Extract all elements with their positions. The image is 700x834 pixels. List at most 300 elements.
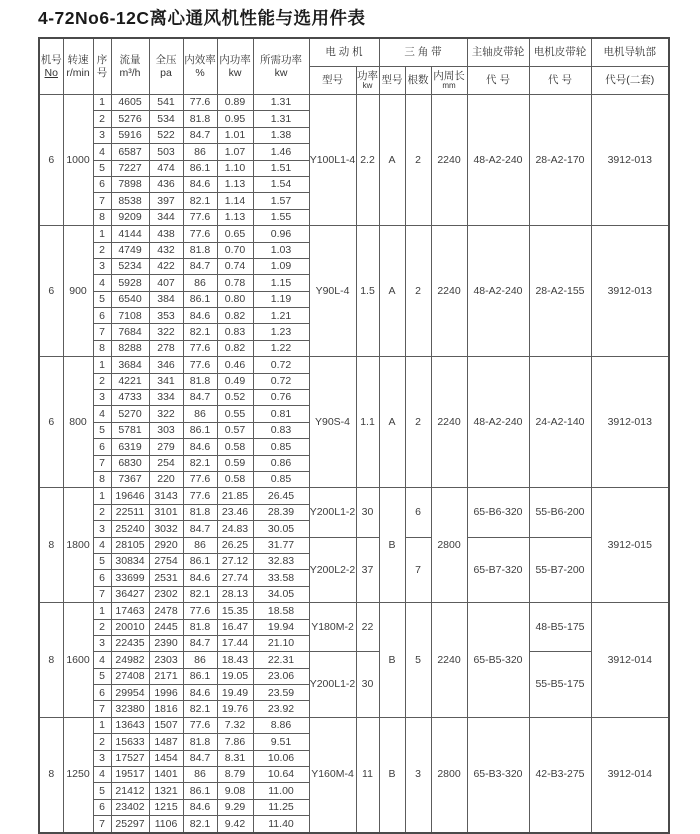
cell-efficiency: 86 (183, 275, 217, 291)
cell-required-power: 0.85 (253, 439, 309, 455)
cell-pressure: 2445 (149, 619, 183, 635)
cell-rail: 3912-013 (591, 226, 669, 357)
cell-efficiency: 86 (183, 406, 217, 422)
cell-pressure: 3143 (149, 488, 183, 504)
cell-efficiency: 82.1 (183, 701, 217, 717)
cell-required-power: 0.72 (253, 373, 309, 389)
cell-efficiency: 86 (183, 767, 217, 783)
cell-power: 1.13 (217, 209, 253, 225)
cell-belt-length: 2240 (431, 357, 467, 488)
cell-pressure: 384 (149, 291, 183, 307)
table-row (39, 357, 669, 373)
cell-pressure: 2171 (149, 668, 183, 684)
cell-power: 0.78 (217, 275, 253, 291)
cell-efficiency: 82.1 (183, 324, 217, 340)
col-belt-length-unit: mm (442, 81, 456, 91)
cell-flow: 8288 (111, 340, 149, 356)
col-machine-no-label: 机号 (40, 53, 62, 66)
cell-required-power: 1.51 (253, 160, 309, 176)
cell-belt-length: 2800 (431, 717, 467, 832)
cell-power: 0.46 (217, 357, 253, 373)
col-seq (93, 38, 111, 95)
cell-motor-pulley: 42-B3-275 (529, 717, 591, 832)
cell-rail: 3912-014 (591, 603, 669, 718)
cell-power: 0.55 (217, 406, 253, 422)
cell-seq: 6 (93, 570, 111, 586)
cell-pressure: 220 (149, 471, 183, 487)
cell-efficiency: 77.6 (183, 357, 217, 373)
cell-power: 19.76 (217, 701, 253, 717)
cell-main-pulley: 48-A2-240 (467, 226, 529, 357)
cell-pressure: 1215 (149, 799, 183, 815)
col-efficiency-label: 内效率 (184, 53, 216, 66)
cell-flow: 25240 (111, 521, 149, 537)
cell-pressure: 2531 (149, 570, 183, 586)
col-main-pulley-code: 代 号 (467, 67, 529, 95)
cell-main-pulley: 48-A2-240 (467, 95, 529, 226)
cell-motor-model: Y100L1-4 (309, 95, 356, 226)
cell-seq: 6 (93, 799, 111, 815)
cell-pressure: 407 (149, 275, 183, 291)
cell-power: 7.32 (217, 717, 253, 733)
cell-machine-no: 6 (39, 357, 63, 488)
cell-motor-power: 22 (356, 603, 379, 652)
cell-seq: 5 (93, 422, 111, 438)
cell-power: 9.42 (217, 816, 253, 833)
cell-required-power: 1.15 (253, 275, 309, 291)
col-rail-code: 代号(二套) (591, 67, 669, 95)
cell-speed: 800 (63, 357, 93, 488)
cell-belt-model: A (379, 226, 405, 357)
cell-power: 0.89 (217, 95, 253, 111)
cell-belt-count: 2 (405, 357, 431, 488)
cell-power: 9.29 (217, 799, 253, 815)
cell-efficiency: 84.6 (183, 439, 217, 455)
cell-motor-model: Y90S-4 (309, 357, 356, 488)
cell-required-power: 0.96 (253, 226, 309, 242)
cell-pressure: 322 (149, 324, 183, 340)
cell-required-power: 1.57 (253, 193, 309, 209)
cell-seq: 1 (93, 717, 111, 733)
cell-power: 7.86 (217, 734, 253, 750)
cell-required-power: 26.45 (253, 488, 309, 504)
cell-pressure: 353 (149, 308, 183, 324)
cell-pressure: 1816 (149, 701, 183, 717)
cell-rail: 3912-013 (591, 357, 669, 488)
cell-required-power: 1.19 (253, 291, 309, 307)
cell-motor-model: Y160M-4 (309, 717, 356, 832)
cell-motor-pulley: 55-B5-175 (529, 652, 591, 718)
cell-seq: 7 (93, 324, 111, 340)
cell-seq: 5 (93, 668, 111, 684)
cell-belt-model: A (379, 357, 405, 488)
cell-power: 0.57 (217, 422, 253, 438)
cell-pressure: 397 (149, 193, 183, 209)
cell-required-power: 0.86 (253, 455, 309, 471)
header-row-1 (39, 38, 669, 67)
cell-required-power: 34.05 (253, 586, 309, 602)
cell-seq: 6 (93, 685, 111, 701)
cell-flow: 6587 (111, 144, 149, 160)
cell-required-power: 33.58 (253, 570, 309, 586)
cell-efficiency: 77.6 (183, 717, 217, 733)
cell-efficiency: 84.7 (183, 390, 217, 406)
cell-power: 27.74 (217, 570, 253, 586)
cell-pressure: 2302 (149, 586, 183, 602)
cell-pressure: 1507 (149, 717, 183, 733)
cell-power: 0.74 (217, 258, 253, 274)
cell-flow: 5276 (111, 111, 149, 127)
cell-seq: 6 (93, 439, 111, 455)
cell-flow: 28105 (111, 537, 149, 553)
cell-pressure: 341 (149, 373, 183, 389)
cell-efficiency: 86.1 (183, 553, 217, 569)
cell-power: 27.12 (217, 553, 253, 569)
cell-speed: 1250 (63, 717, 93, 832)
cell-required-power: 11.25 (253, 799, 309, 815)
cell-power: 19.05 (217, 668, 253, 684)
table-body (39, 95, 669, 833)
cell-pressure: 1401 (149, 767, 183, 783)
cell-required-power: 1.09 (253, 258, 309, 274)
cell-efficiency: 84.6 (183, 799, 217, 815)
cell-machine-no: 6 (39, 95, 63, 226)
cell-speed: 1800 (63, 488, 93, 603)
col-efficiency (183, 38, 217, 95)
cell-required-power: 18.58 (253, 603, 309, 619)
cell-seq: 6 (93, 176, 111, 192)
cell-flow: 7684 (111, 324, 149, 340)
cell-flow: 29954 (111, 685, 149, 701)
col-seq-label-1: 序 (96, 53, 108, 66)
col-motor-pulley: 电机皮带轮 (529, 38, 591, 67)
cell-flow: 7898 (111, 176, 149, 192)
cell-flow: 36427 (111, 586, 149, 602)
cell-required-power: 0.85 (253, 471, 309, 487)
table-row (39, 95, 669, 111)
cell-efficiency: 81.8 (183, 373, 217, 389)
cell-required-power: 0.81 (253, 406, 309, 422)
cell-belt-length: 2240 (431, 603, 467, 718)
cell-flow: 33699 (111, 570, 149, 586)
cell-motor-pulley: 48-B5-175 (529, 603, 591, 652)
cell-flow: 22435 (111, 635, 149, 651)
cell-flow: 5928 (111, 275, 149, 291)
cell-seq: 7 (93, 455, 111, 471)
cell-efficiency: 86.1 (183, 291, 217, 307)
cell-pressure: 2303 (149, 652, 183, 668)
cell-power: 1.01 (217, 127, 253, 143)
cell-seq: 1 (93, 95, 111, 111)
cell-flow: 19517 (111, 767, 149, 783)
cell-seq: 4 (93, 537, 111, 553)
cell-motor-pulley: 55-B6-200 (529, 488, 591, 537)
cell-pressure: 303 (149, 422, 183, 438)
cell-required-power: 31.77 (253, 537, 309, 553)
cell-efficiency: 86.1 (183, 783, 217, 799)
col-required-power (253, 38, 309, 95)
cell-required-power: 1.31 (253, 111, 309, 127)
col-pressure-label: 全压 (155, 53, 177, 66)
cell-power: 1.07 (217, 144, 253, 160)
cell-required-power: 1.22 (253, 340, 309, 356)
cell-motor-model: Y200L1-2 (309, 652, 356, 718)
col-speed-label: 转速 (67, 53, 89, 66)
cell-power: 0.52 (217, 390, 253, 406)
cell-seq: 4 (93, 406, 111, 422)
cell-speed: 1600 (63, 603, 93, 718)
cell-flow: 3684 (111, 357, 149, 373)
cell-belt-count: 5 (405, 603, 431, 718)
cell-flow: 23402 (111, 799, 149, 815)
cell-power: 0.49 (217, 373, 253, 389)
cell-belt-model: B (379, 488, 405, 603)
cell-efficiency: 82.1 (183, 816, 217, 833)
cell-rail: 3912-014 (591, 717, 669, 832)
cell-flow: 20010 (111, 619, 149, 635)
cell-seq: 7 (93, 586, 111, 602)
col-main-pulley: 主轴皮带轮 (467, 38, 529, 67)
cell-flow: 17463 (111, 603, 149, 619)
cell-efficiency: 77.6 (183, 471, 217, 487)
cell-seq: 1 (93, 357, 111, 373)
table-row (39, 226, 669, 242)
cell-required-power: 0.72 (253, 357, 309, 373)
cell-pressure: 254 (149, 455, 183, 471)
cell-flow: 24982 (111, 652, 149, 668)
col-belt-length-label: 内周长 (433, 70, 465, 83)
cell-motor-power: 2.2 (356, 95, 379, 226)
cell-belt-count: 7 (405, 537, 431, 603)
cell-motor-power: 1.5 (356, 226, 379, 357)
cell-power: 19.49 (217, 685, 253, 701)
cell-pressure: 1996 (149, 685, 183, 701)
col-flow-label: 流量 (119, 53, 141, 66)
cell-flow: 4221 (111, 373, 149, 389)
cell-seq: 5 (93, 160, 111, 176)
cell-seq: 3 (93, 521, 111, 537)
col-power (217, 38, 253, 95)
cell-main-pulley: 48-A2-240 (467, 357, 529, 488)
cell-required-power: 21.10 (253, 635, 309, 651)
cell-efficiency: 84.7 (183, 521, 217, 537)
cell-motor-pulley: 24-A2-140 (529, 357, 591, 488)
cell-efficiency: 81.8 (183, 504, 217, 520)
cell-efficiency: 81.8 (183, 734, 217, 750)
col-group-motor: 电 动 机 (309, 38, 379, 67)
cell-flow: 6540 (111, 291, 149, 307)
col-machine-no (39, 38, 63, 95)
cell-flow: 5781 (111, 422, 149, 438)
page-title: 4-72No6-12C离心通风机性能与选用件表 (38, 8, 366, 28)
cell-efficiency: 77.6 (183, 603, 217, 619)
cell-power: 1.10 (217, 160, 253, 176)
cell-required-power: 22.31 (253, 652, 309, 668)
cell-seq: 1 (93, 603, 111, 619)
col-power-label: 内功率 (219, 53, 251, 66)
cell-required-power: 0.83 (253, 422, 309, 438)
cell-required-power: 11.40 (253, 816, 309, 833)
cell-rail: 3912-015 (591, 488, 669, 603)
cell-flow: 5234 (111, 258, 149, 274)
col-group-belt: 三 角 带 (379, 38, 467, 67)
cell-power: 0.82 (217, 340, 253, 356)
cell-power: 24.83 (217, 521, 253, 537)
cell-seq: 4 (93, 275, 111, 291)
cell-seq: 3 (93, 750, 111, 766)
cell-flow: 30834 (111, 553, 149, 569)
cell-power: 15.35 (217, 603, 253, 619)
cell-required-power: 10.06 (253, 750, 309, 766)
cell-pressure: 1487 (149, 734, 183, 750)
cell-power: 28.13 (217, 586, 253, 602)
cell-power: 0.65 (217, 226, 253, 242)
cell-flow: 8538 (111, 193, 149, 209)
cell-belt-count: 3 (405, 717, 431, 832)
cell-efficiency: 82.1 (183, 586, 217, 602)
cell-flow: 7227 (111, 160, 149, 176)
cell-pressure: 3032 (149, 521, 183, 537)
col-seq-label-2: 号 (96, 66, 108, 79)
cell-power: 0.58 (217, 439, 253, 455)
cell-seq: 4 (93, 767, 111, 783)
cell-motor-pulley: 55-B7-200 (529, 537, 591, 603)
cell-motor-model: Y180M-2 (309, 603, 356, 652)
cell-pressure: 2478 (149, 603, 183, 619)
col-required-power-unit: kw (274, 66, 288, 79)
cell-efficiency: 84.7 (183, 258, 217, 274)
cell-rail: 3912-013 (591, 95, 669, 226)
cell-power: 26.25 (217, 537, 253, 553)
cell-pressure: 422 (149, 258, 183, 274)
cell-machine-no: 6 (39, 226, 63, 357)
cell-seq: 2 (93, 734, 111, 750)
cell-motor-power: 30 (356, 488, 379, 537)
cell-pressure: 278 (149, 340, 183, 356)
col-flow (111, 38, 149, 95)
cell-efficiency: 82.1 (183, 455, 217, 471)
table-row (39, 652, 669, 668)
table-row (39, 537, 669, 553)
cell-required-power: 11.00 (253, 783, 309, 799)
cell-machine-no: 8 (39, 488, 63, 603)
cell-flow: 17527 (111, 750, 149, 766)
col-motor-power-label: 功率 (357, 70, 378, 83)
col-required-power-label: 所需功率 (260, 53, 302, 66)
cell-required-power: 1.21 (253, 308, 309, 324)
cell-power: 9.08 (217, 783, 253, 799)
cell-required-power: 23.59 (253, 685, 309, 701)
cell-power: 8.31 (217, 750, 253, 766)
cell-pressure: 344 (149, 209, 183, 225)
cell-seq: 2 (93, 111, 111, 127)
cell-efficiency: 86 (183, 537, 217, 553)
table-row (39, 603, 669, 619)
cell-flow: 15633 (111, 734, 149, 750)
cell-pressure: 334 (149, 390, 183, 406)
table-row (39, 488, 669, 504)
cell-flow: 21412 (111, 783, 149, 799)
cell-flow: 4733 (111, 390, 149, 406)
cell-efficiency: 84.6 (183, 176, 217, 192)
cell-pressure: 2390 (149, 635, 183, 651)
cell-motor-pulley: 28-A2-155 (529, 226, 591, 357)
col-motor-model: 型号 (309, 67, 356, 95)
cell-seq: 5 (93, 783, 111, 799)
cell-flow: 25297 (111, 816, 149, 833)
col-flow-unit: m³/h (119, 66, 141, 79)
cell-required-power: 23.92 (253, 701, 309, 717)
cell-pressure: 541 (149, 95, 183, 111)
cell-seq: 7 (93, 193, 111, 209)
cell-pressure: 436 (149, 176, 183, 192)
cell-pressure: 438 (149, 226, 183, 242)
cell-pressure: 1454 (149, 750, 183, 766)
col-belt-count: 根数 (405, 67, 431, 95)
cell-belt-count: 6 (405, 488, 431, 537)
cell-flow: 5916 (111, 127, 149, 143)
cell-seq: 3 (93, 635, 111, 651)
cell-power: 1.13 (217, 176, 253, 192)
cell-required-power: 1.46 (253, 144, 309, 160)
cell-main-pulley: 65-B7-320 (467, 537, 529, 603)
cell-power: 0.95 (217, 111, 253, 127)
cell-seq: 3 (93, 258, 111, 274)
col-efficiency-unit: % (195, 66, 205, 79)
cell-power: 18.43 (217, 652, 253, 668)
cell-pressure: 503 (149, 144, 183, 160)
cell-flow: 27408 (111, 668, 149, 684)
cell-flow: 7108 (111, 308, 149, 324)
cell-flow: 5270 (111, 406, 149, 422)
cell-belt-count: 2 (405, 95, 431, 226)
cell-power: 1.14 (217, 193, 253, 209)
fan-performance-table (38, 37, 670, 834)
cell-seq: 4 (93, 144, 111, 160)
cell-belt-length: 2240 (431, 95, 467, 226)
cell-seq: 2 (93, 242, 111, 258)
cell-pressure: 432 (149, 242, 183, 258)
cell-efficiency: 84.7 (183, 127, 217, 143)
col-speed (63, 38, 93, 95)
col-power-unit: kw (228, 66, 242, 79)
cell-required-power: 1.54 (253, 176, 309, 192)
cell-required-power: 8.86 (253, 717, 309, 733)
cell-flow: 9209 (111, 209, 149, 225)
cell-required-power: 1.03 (253, 242, 309, 258)
col-machine-no-unit: No (44, 66, 58, 79)
cell-power: 21.85 (217, 488, 253, 504)
cell-required-power: 23.06 (253, 668, 309, 684)
cell-required-power: 1.31 (253, 95, 309, 111)
cell-pressure: 2920 (149, 537, 183, 553)
table-row (39, 717, 669, 733)
cell-flow: 4605 (111, 95, 149, 111)
cell-motor-model: Y200L2-2 (309, 537, 356, 603)
cell-efficiency: 86 (183, 144, 217, 160)
cell-pressure: 474 (149, 160, 183, 176)
cell-required-power: 0.76 (253, 390, 309, 406)
cell-efficiency: 77.6 (183, 488, 217, 504)
cell-flow: 4749 (111, 242, 149, 258)
cell-seq: 8 (93, 340, 111, 356)
cell-required-power: 1.55 (253, 209, 309, 225)
cell-belt-model: B (379, 717, 405, 832)
cell-pressure: 522 (149, 127, 183, 143)
cell-required-power: 10.64 (253, 767, 309, 783)
cell-required-power: 30.05 (253, 521, 309, 537)
cell-motor-pulley: 28-A2-170 (529, 95, 591, 226)
